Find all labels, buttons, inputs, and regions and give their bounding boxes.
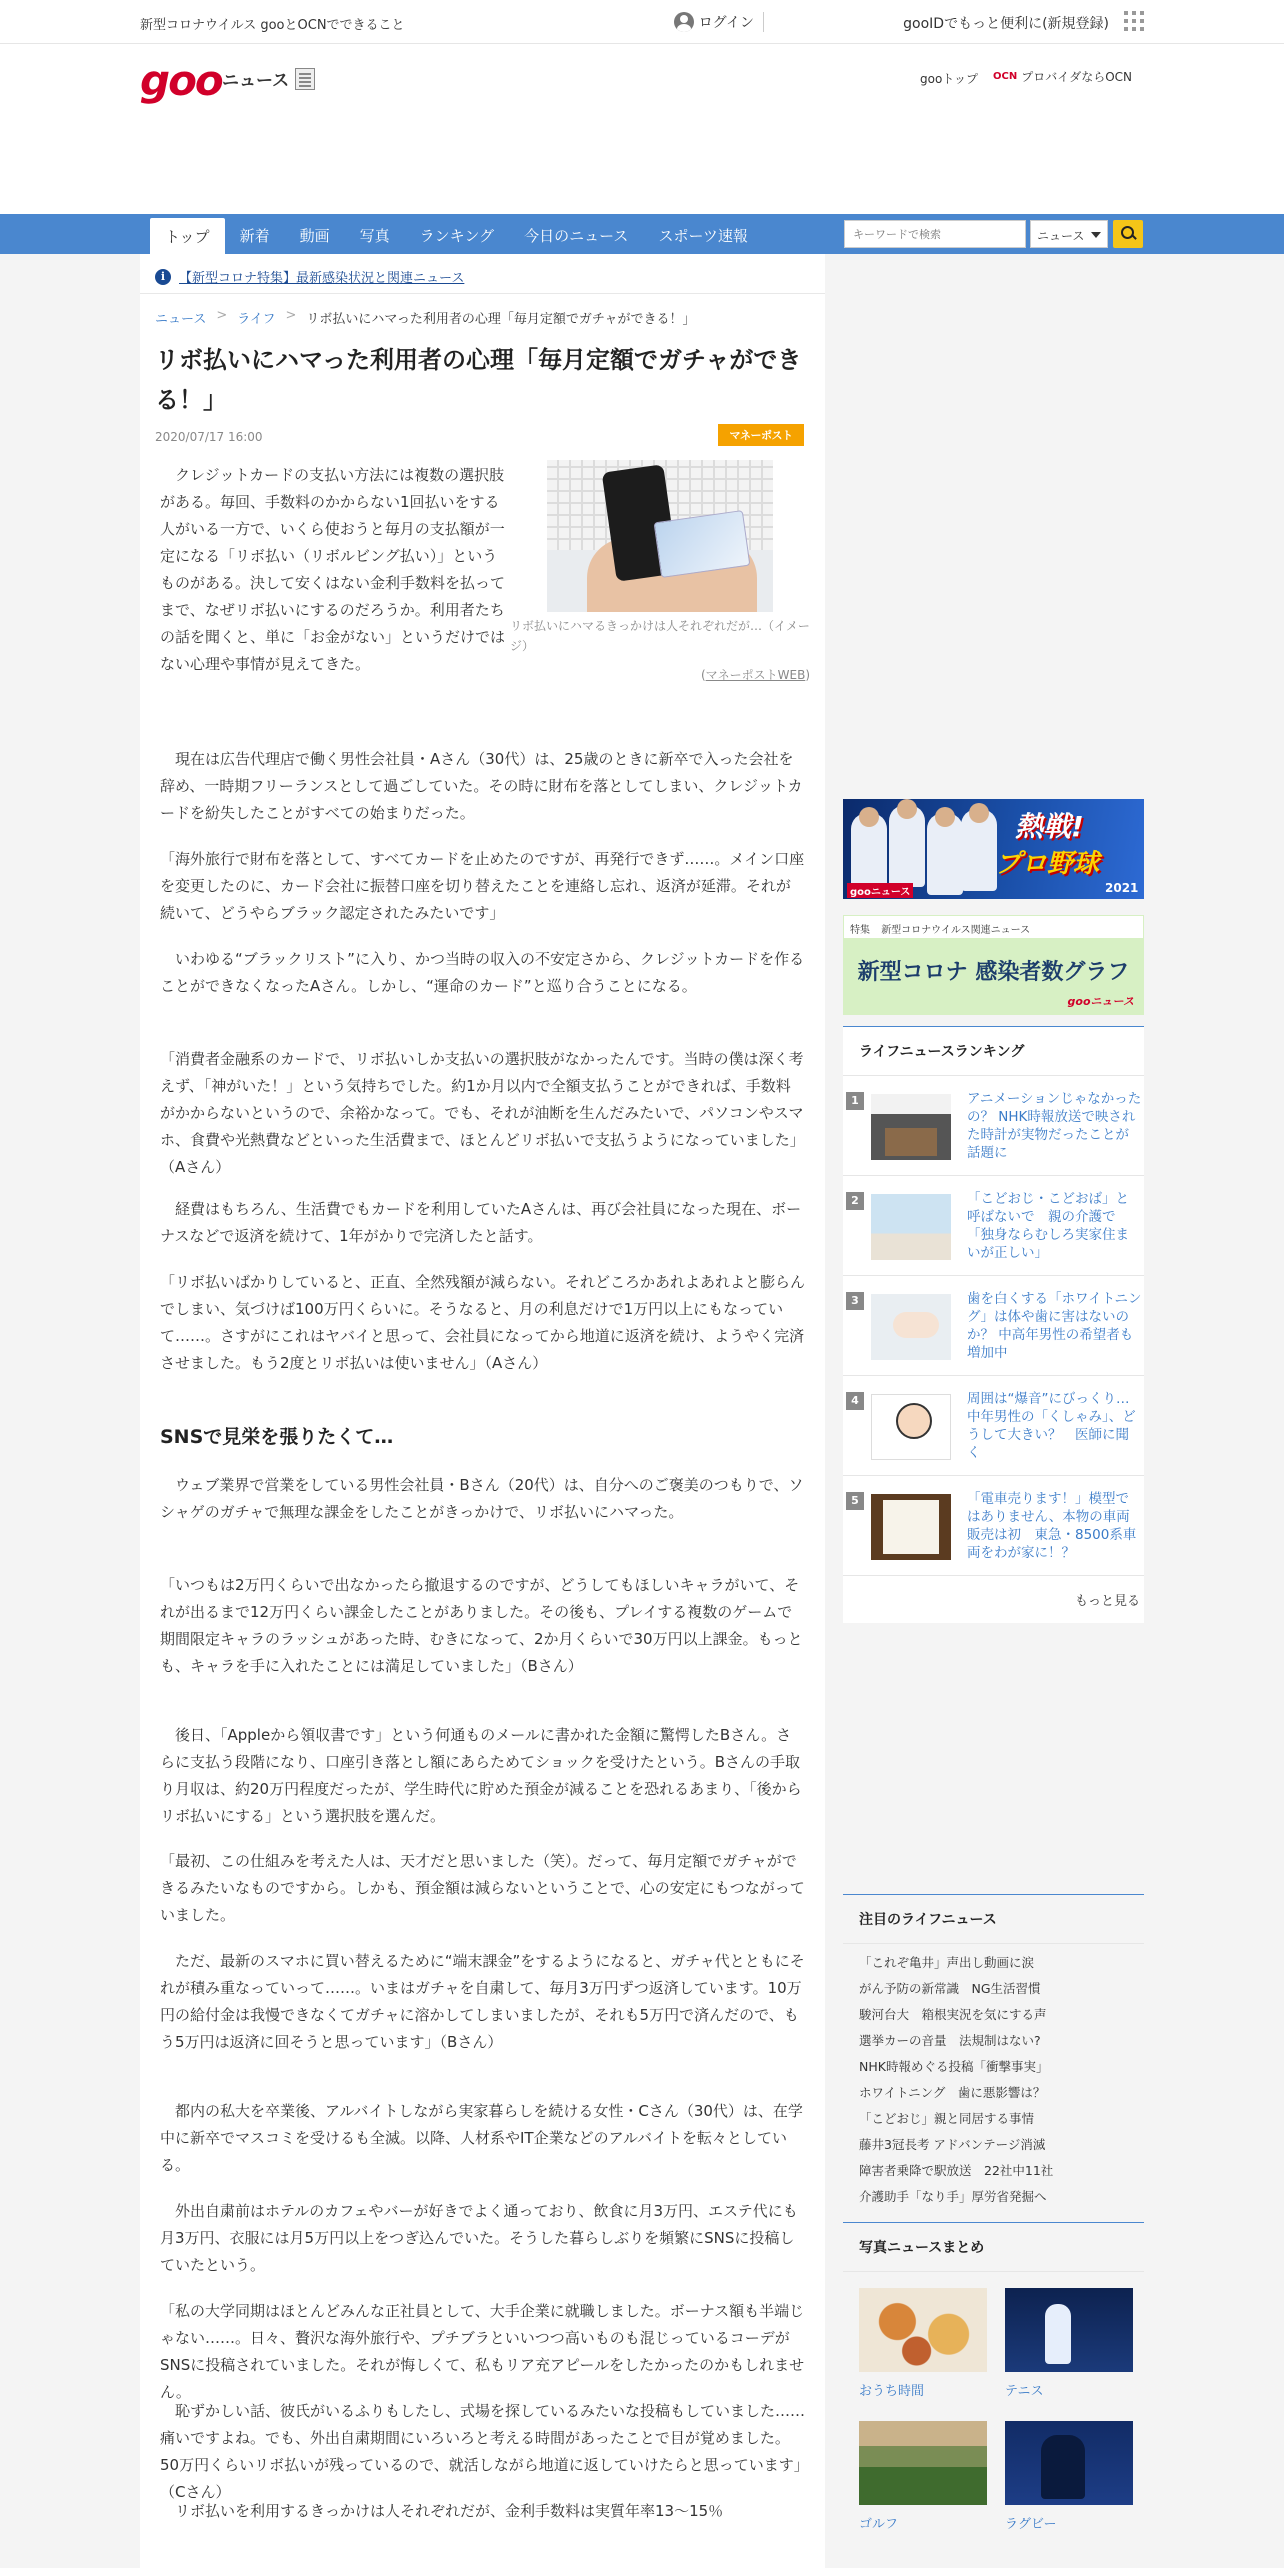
article-paragraph: 現在は広告代理店で働く男性会社員・Aさん（30代）は、25歳のときに新卒で入った会社を辞め、一時期フリーランスとして過ごしていた。その時に財布を落としてしまい、クレジットカードを紛失したことがすべての始まりだった。 xyxy=(160,750,803,822)
search-scope-value: ニュース xyxy=(1037,229,1085,243)
covid-services-link[interactable]: 新型コロナウイルス gooとOCNでできること xyxy=(140,18,405,33)
photo-thumbnail xyxy=(859,2288,987,2372)
banner-headline: 熱戦! xyxy=(1015,810,1084,843)
breadcrumb-current: リボ払いにハマった利用者の心理「毎月定額でガチャができる！」 xyxy=(306,312,696,327)
breadcrumb xyxy=(155,308,696,327)
section-name: ニュース xyxy=(222,71,290,91)
featured-item[interactable]: 駿河台大 箱根実況を気にする声 xyxy=(859,2007,1047,2022)
article-paragraph: リボ払いを利用するきっかけは人それぞれだが、金利手数料は実質年率13～15％ xyxy=(175,2502,724,2520)
tab-today[interactable]: 今日のニュース xyxy=(524,227,629,245)
divider xyxy=(763,12,764,32)
article-paragraph: 「消費者金融系のカードで、リボ払いしか支払いの選択肢がなかったんです。当時の僕は深く考えず、「神がいた！」という気持ちでした。約1か月以内で全額支払うことができれば、手数料がかからないというので、余裕かなって。でも、それが油断を生んだみたいで、パソコンやスマホ、食費や光熱費などといった生活費まで、ほとんどリボ払いで支払うようになっていました」（Aさん） xyxy=(160,1050,805,1176)
tab-sports[interactable]: スポーツ速報 xyxy=(658,227,748,245)
covid-notice xyxy=(140,260,825,294)
featured-item[interactable]: 選挙カーの音量 法規制はない? xyxy=(859,2033,1041,2048)
search-button[interactable] xyxy=(1113,220,1143,248)
image-caption: リボ払いにハマるきっかけは人それぞれだが…（イメージ） xyxy=(510,619,810,653)
ocn-logo: OCN xyxy=(993,71,1018,82)
rank-title[interactable]: 歯を白くする「ホワイトニング」は体や歯に害はないのか？ 中高年男性の希望者も増加中 xyxy=(967,1291,1142,1361)
breadcrumb-news[interactable]: ニュース xyxy=(155,312,207,327)
image-credit-link[interactable]: マネーポストWEB xyxy=(705,668,806,682)
chevron-right-icon: > xyxy=(216,308,228,323)
photo-grid xyxy=(843,2272,1144,2548)
article-paragraph: 「最初、この仕組みを考えた人は、天才だと思いました（笑）。だって、毎月定額でガチャができるみたいなものですから。しかも、預金額は減らないということで、心の安定にもつながっていました。 xyxy=(160,1852,805,1924)
feature-tag: 特集 xyxy=(850,925,870,936)
login-label: ログイン xyxy=(698,15,754,31)
banner-year: 2021 xyxy=(1105,881,1139,895)
featured-heading: 注目のライフニュース xyxy=(843,1895,1144,1944)
search-scope-select[interactable] xyxy=(1030,220,1108,248)
article-paragraph: ウェブ業界で営業をしている男性会社員・Bさん（20代）は、自分へのご褒美のつもりで、ソシャゲのガチャで無理な課金をしたことがきっかけで、リボ払いにハマった。 xyxy=(160,1476,804,1521)
covid-banner-header xyxy=(843,915,1144,939)
info-icon: i xyxy=(155,269,171,285)
breadcrumb-life[interactable]: ライフ xyxy=(237,312,276,327)
rank-number: 4 xyxy=(846,1392,864,1410)
covid-graph-banner[interactable] xyxy=(843,915,1144,1015)
ranking-item[interactable] xyxy=(843,1376,1144,1476)
article-paragraph: いわゆる“ブラックリスト”に入り、かつ当時の収入の不安定さから、クレジットカードを作ることができなくなったAさん。しかし、“運命のカード”と巡り合うことになる。 xyxy=(160,950,805,995)
ranking-item[interactable] xyxy=(843,1476,1144,1576)
covid-banner-label: 新型コロナウイルス関連ニュース xyxy=(881,925,1031,936)
top-bar xyxy=(0,0,1284,44)
goo-logo[interactable]: goo xyxy=(140,56,222,105)
rank-thumbnail xyxy=(871,1094,951,1160)
photo-item[interactable] xyxy=(859,2421,987,2532)
article-paragraph: 「いつもは2万円くらいで出なかったら撤退するのですが、どうしてもほしいキャラがいて、それが出るまで12万円くらい課金したことがありました。その後も、プレイする複数のゲームで期間限定キャラのラッシュがあった時、むきになって、2か月くらいで30万円以上課金。もっとも、キャラを手に入れたことには満足していました」（Bさん） xyxy=(160,1576,803,1675)
photo-label[interactable]: ラグビー xyxy=(1005,2517,1057,2532)
photo-item[interactable] xyxy=(1005,2421,1133,2532)
article-image[interactable] xyxy=(547,460,773,612)
article-title: リボ払いにハマった利用者の心理「毎月定額でガチャができる！」 xyxy=(155,346,802,414)
search-input[interactable] xyxy=(844,220,1026,248)
image-credit: (マネーポストWEB) xyxy=(700,668,810,682)
article-column xyxy=(140,254,825,2568)
apps-grid-icon[interactable] xyxy=(1124,11,1144,31)
rank-title[interactable]: アニメーションじゃなかったの？ NHK時報放送で映された時計が実物だったことが話題に xyxy=(967,1091,1142,1161)
photo-label[interactable]: ゴルフ xyxy=(859,2517,899,2532)
featured-item[interactable]: 藤井3冠長考 アドバンテージ消滅 xyxy=(859,2137,1046,2152)
news-section-label[interactable] xyxy=(222,66,315,91)
tab-ranking[interactable]: ランキング xyxy=(419,227,495,245)
goo-top-link[interactable]: gooトップ xyxy=(920,72,978,86)
tab-photo[interactable]: 写真 xyxy=(359,227,390,245)
article-figure xyxy=(510,460,810,683)
photo-thumbnail xyxy=(859,2421,987,2505)
ocn-label: プロバイダならOCN xyxy=(1021,70,1133,84)
goo-news-logo: gooニュース xyxy=(1067,995,1134,1008)
rank-number: 5 xyxy=(846,1492,864,1510)
article-paragraph: 経費はもちろん、生活費でもカードを利用していたAさんは、再び会社員になった現在、ボーナスなどで返済を続けて、1年がかりで完済したと話す。 xyxy=(160,1200,802,1245)
article-date: 2020/07/17 16:00 xyxy=(155,430,263,444)
featured-item[interactable]: がん予防の新常識 NG生活習慣 xyxy=(859,1981,1041,1996)
photo-thumbnail xyxy=(1005,2421,1133,2505)
register-link[interactable]: gooIDでもっと便利に(新規登録) xyxy=(903,16,1109,32)
article-paragraph: ただ、最新のスマホに買い替えるために“端末課金”をするようになると、ガチャ代とともにそれが積み重なっていって……。いまはガチャを自粛して、毎月3万円ずつ返済しています。10万円の給付金は我慢できなくてガチャに溶かしてしまいましたが、それも5万円で済んだので、もう5万円は返済に回そうと思っています」（Bさん） xyxy=(160,1952,805,2051)
featured-item[interactable]: 介護助手「なり手」厚労省発掘へ xyxy=(859,2189,1047,2204)
article-paragraph: 後日、「Appleから領収書です」という何通ものメールに書かれた金額に驚愕したBさん。さらに支払う段階になり、口座引き落とし額にあらためてショックを受けたという。Bさんの手取り月収は、約20万円程度だったが、学生時代に貯めた預金が減ることを恐れるあまり、「後からリボ払いにする」という選択肢を選んだ。 xyxy=(160,1726,802,1825)
ranking-item[interactable] xyxy=(843,1276,1144,1376)
photo-news xyxy=(843,2222,1144,2548)
rank-thumbnail xyxy=(871,1494,951,1560)
tab-video[interactable]: 動画 xyxy=(299,227,330,245)
nav-tabs xyxy=(150,214,763,254)
chevron-down-icon xyxy=(1091,232,1101,238)
rank-thumbnail xyxy=(871,1194,951,1260)
global-nav xyxy=(0,214,1284,254)
site-header xyxy=(0,44,1284,214)
covid-feature-link[interactable]: 【新型コロナ特集】最新感染状況と関連ニュース xyxy=(179,271,465,286)
featured-item[interactable]: 「こどおじ」親と同居する事情 xyxy=(859,2111,1035,2126)
covid-banner-title: 新型コロナ 感染者数グラフ xyxy=(857,960,1130,985)
featured-item[interactable]: 「これぞ亀井」声出し動画に涙 xyxy=(859,1955,1035,1970)
article-paragraph: 都内の私大を卒業後、アルバイトしながら実家暮らしを続ける女性・Cさん（30代）は、在学中に新卒でマスコミを受けるも全滅。以降、人材系やIT企業などのアルバイトを転々としている。 xyxy=(160,2102,803,2174)
tab-latest[interactable]: 新着 xyxy=(239,227,270,245)
chevron-right-icon: > xyxy=(285,308,297,323)
photo-item[interactable] xyxy=(1005,2288,1133,2399)
ranking-item[interactable] xyxy=(843,1076,1144,1176)
rank-title[interactable]: 「こどおじ・こどおば」と呼ばないで 親の介護で「独身ならむしろ実家住まいが正しい」 xyxy=(967,1191,1129,1261)
players-illustration xyxy=(847,805,997,895)
rank-number: 3 xyxy=(846,1292,864,1310)
rank-thumbnail xyxy=(871,1394,951,1460)
newspaper-icon xyxy=(295,68,315,90)
featured-item[interactable]: 障害者乗降で駅放送 22社中11社 xyxy=(859,2163,1054,2178)
life-ranking xyxy=(843,1026,1144,1623)
login-link[interactable] xyxy=(674,12,754,32)
user-icon xyxy=(674,12,694,32)
featured-life-news xyxy=(843,1894,1144,2216)
photo-heading: 写真ニュースまとめ xyxy=(843,2223,1144,2272)
rank-thumbnail xyxy=(871,1294,951,1360)
photo-thumbnail xyxy=(1005,2288,1133,2372)
article-paragraph: 「リボ払いばかりしていると、正直、全然残額が減らない。それどころかあれよあれよと膨らんでしまい、気づけば100万円くらいに。そうなると、月の利息だけで1万円以上にもなっていて……。さすがにこれはヤバイと思って、会社員になってから地道に返済を続け、ようやく完済させました。もう2度とリボ払いは使いません」（Aさん） xyxy=(160,1273,806,1372)
photo-label[interactable]: おうち時間 xyxy=(859,2384,925,2399)
rank-number: 2 xyxy=(846,1192,864,1210)
article-paragraph: 「私の大学同期はほとんどみんな正社員として、大手企業に就職しました。ボーナス額も半端じゃない……。日々、贅沢な海外旅行や、プチブラといいつつ高いものも混じっているコーデがSNSに投稿されていました。それが悔しくて、私もリア充アピールをしたかったのかもしれません。 xyxy=(160,2302,805,2401)
rank-title[interactable]: 「電車売ります！」模型ではありません、本物の車両販売は初 東急・8500系車両をわが家に！？ xyxy=(967,1491,1137,1561)
rank-title[interactable]: 周囲は“爆音”にびっくり…中年男性の「くしゃみ」、どうして大きい？ 医師に聞く xyxy=(967,1391,1136,1461)
article-paragraph: 「海外旅行で財布を落として、すべてカードを止めたのですが、再発行できず……。メイン口座を変更したのに、カード会社に振替口座を切り替えたことを連絡し忘れ、返済が延滞。それが続いて、どうやらブラック認定されたみたいです」 xyxy=(160,850,805,922)
photo-label[interactable]: テニス xyxy=(1005,2384,1044,2399)
banner-title: プロ野球 xyxy=(995,849,1100,879)
ranking-heading: ライフニュースランキング xyxy=(843,1027,1144,1076)
article-paragraph: 外出自粛前はホテルのカフェやバーが好きでよく通っており、飲食に月3万円、エステ代にも月3万円、衣服には月5万円以上をつぎ込んでいた。そうした暮らしぶりを頻繁にSNSに投稿していたという。 xyxy=(160,2202,798,2274)
article-paragraph: 恥ずかしい話、彼氏がいるふりもしたし、式場を探しているみたいな投稿もしていました……痛いですよね。でも、外出自粛期間にいろいろと考える時間があったことで目が覚めました。50万円くらいリボ払いが残っているので、就活しながら地道に返していけたらと思っています」（Cさん） xyxy=(160,2402,806,2501)
ranking-item[interactable] xyxy=(843,1176,1144,1276)
more-ranking-link[interactable]: もっと見る xyxy=(1074,1594,1140,1609)
photo-item[interactable] xyxy=(859,2288,987,2399)
baseball-banner[interactable] xyxy=(843,799,1144,899)
tab-top[interactable]: トップ xyxy=(150,218,225,254)
featured-item[interactable]: NHK時報めぐる投稿「衝撃事実」 xyxy=(859,2059,1049,2074)
featured-list xyxy=(843,1944,1144,2216)
article-subhead: SNSで見栄を張りたくて… xyxy=(160,1426,394,1448)
source-logo[interactable]: マネーポスト xyxy=(718,424,804,446)
banner-brand: gooニュース xyxy=(847,883,913,898)
rank-number: 1 xyxy=(846,1092,864,1110)
article-paragraph: クレジットカードの支払い方法には複数の選択肢がある。毎回、手数料のかからない1回払いをする人がいる一方で、いくら使おうと毎月の支払額が一定になる「リボ払い（リボルビング払い）」というものがある。決して安くはない金利手数料を払ってまで、なぜリボ払いにするのだろうか。利用者たちの話を聞くと、単に「お金がない」というだけではない心理や事情が見えてきた。 xyxy=(160,466,506,673)
featured-item[interactable]: ホワイトニング 歯に悪影響は？ xyxy=(859,2085,1046,2100)
ocn-link[interactable] xyxy=(993,68,1132,85)
